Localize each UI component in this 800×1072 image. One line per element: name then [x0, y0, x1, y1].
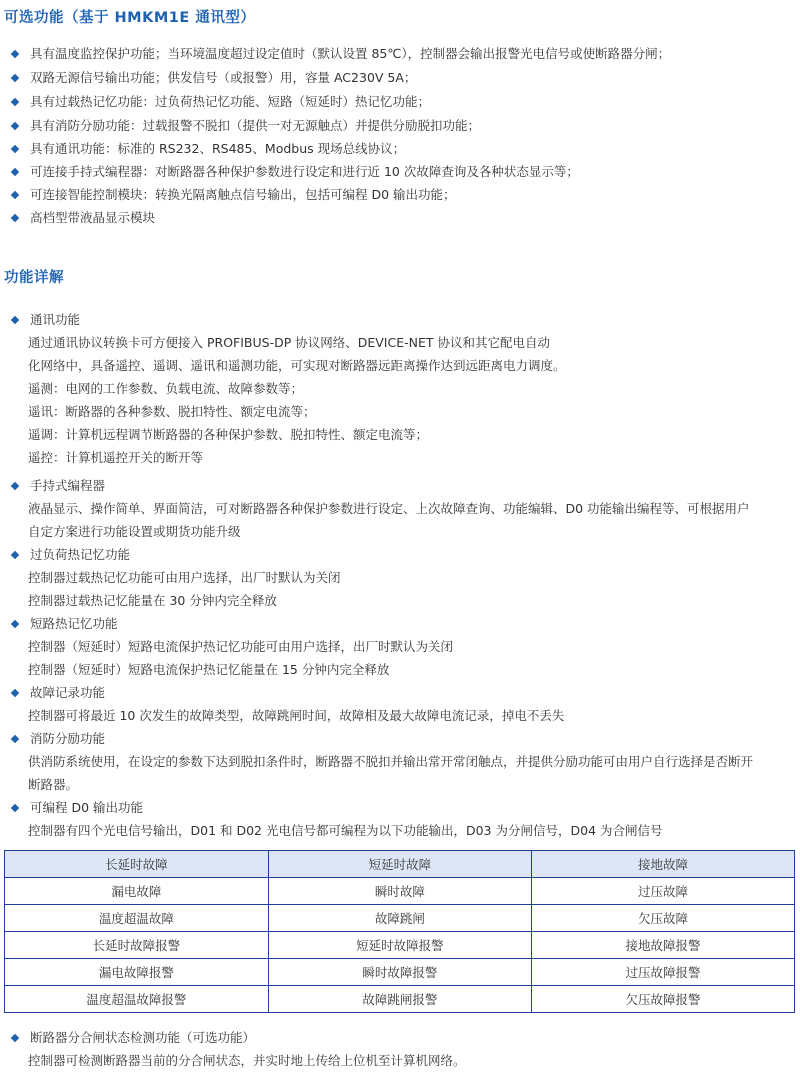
- diamond-icon: [11, 551, 19, 559]
- feature-text: 遥控：计算机遥控开关的断开等: [28, 450, 204, 465]
- diamond-icon: [11, 122, 19, 130]
- feature-text: 控制器（短延时）短路电流保护热记忆功能可由用户选择，出厂时默认为关闭: [28, 639, 454, 654]
- feature-text: 控制器可检测断路器当前的分合闸状态，并实时地上传给上位机至计算机网络。: [28, 1053, 466, 1068]
- diamond-icon: [11, 50, 19, 58]
- table-row: [5, 878, 795, 905]
- table-row: [5, 959, 795, 986]
- table-cell: 瞬时故障报警: [268, 959, 531, 986]
- table-cell: 过压故障报警: [531, 959, 794, 986]
- diamond-icon: [11, 1034, 19, 1042]
- list-item: 可连接智能控制模块：转换光隔离触点信号输出，包括可编程 D0 输出功能；: [10, 183, 456, 207]
- feature-text: 遥讯：断路器的各种参数、脱扣特性、额定电流等；: [28, 404, 316, 419]
- feature-text: 自定方案进行功能设置或期货功能升级: [28, 524, 241, 539]
- diamond-icon: [11, 316, 19, 324]
- diamond-icon: [11, 168, 19, 176]
- table-cell: 温度超温故障报警: [5, 986, 269, 1013]
- table-row: [5, 986, 795, 1013]
- feature-text: 供消防系统使用，在设定的参数下达到脱扣条件时，断路器不脱扣并输出常开常闭触点，并提供分励功能可由用户自行选择是否断开: [28, 754, 754, 769]
- feature-text: 遥测：电网的工作参数、负载电流、故障参数等；: [28, 381, 304, 396]
- diamond-icon: [11, 98, 19, 106]
- feature-text: 控制器过载热记忆功能可由用户选择，出厂时默认为关闭: [28, 570, 341, 585]
- table-cell: 接地故障报警: [531, 932, 794, 959]
- feature-heading: 消防分励功能: [10, 727, 105, 751]
- table-cell: 漏电故障报警: [5, 959, 269, 986]
- diamond-icon: [11, 620, 19, 628]
- feature-text: 控制器（短延时）短路电流保护热记忆能量在 15 分钟内完全释放: [28, 662, 390, 677]
- feature-heading: 短路热记忆功能: [10, 612, 118, 636]
- diamond-icon: [11, 74, 19, 82]
- feature-text: 断路器。: [28, 777, 79, 792]
- feature-heading: 过负荷热记忆功能: [10, 543, 130, 567]
- list-item: 具有通讯功能：标准的 RS232、RS485、Modbus 现场总线协议；: [10, 137, 405, 161]
- feature-text: 控制器过载热记忆能量在 30 分钟内完全释放: [28, 593, 277, 608]
- feature-text: 液晶显示、操作简单、界面简洁，可对断路器各种保护参数进行设定、上次故障查询、功能编辑、D0 功能输出编程等、可根据用户: [28, 501, 750, 516]
- diamond-icon: [11, 689, 19, 697]
- table-cell: 欠压故障报警: [531, 986, 794, 1013]
- column-header: 长延时故障: [5, 851, 269, 878]
- diamond-icon: [11, 482, 19, 490]
- section-title-optional: 可选功能（基于 HMKM1E 通讯型）: [4, 10, 256, 26]
- table-header-row: [5, 851, 795, 878]
- column-header: 接地故障: [531, 851, 794, 878]
- column-header: 短延时故障: [268, 851, 531, 878]
- section-title-details: 功能详解: [4, 270, 64, 286]
- table-cell: 温度超温故障: [5, 905, 269, 932]
- list-item: 具有温度监控保护功能；当环境温度超过设定值时（默认设置 85℃），控制器会输出报警光电信号或使断路器分闸；: [10, 42, 670, 66]
- list-item: 可连接手持式编程器：对断路器各种保护参数进行设定和进行近 10 次故障查询及各种状态显示等；: [10, 160, 579, 184]
- feature-text: 遥调：计算机远程调节断路器的各种保护参数、脱扣特性、额定电流等；: [28, 427, 429, 442]
- list-item: 双路无源信号输出功能；供发信号（或报警）用，容量 AC230V 5A；: [10, 66, 416, 90]
- output-function-table: [4, 850, 795, 1013]
- list-item: 高档型带液晶显示模块: [10, 206, 155, 230]
- feature-heading: 故障记录功能: [10, 681, 105, 705]
- table-row: [5, 905, 795, 932]
- feature-text: 化网络中，具备遥控、遥调、遥讯和遥测功能，可实现对断路器远距离操作达到远距离电力调度。: [28, 358, 566, 373]
- table-cell: 故障跳闸报警: [268, 986, 531, 1013]
- diamond-icon: [11, 214, 19, 222]
- table-row: [5, 932, 795, 959]
- feature-text: 控制器有四个光电信号输出，D01 和 D02 光电信号都可编程为以下功能输出，D03 为分闸信号，D04 为合闸信号: [28, 823, 663, 838]
- diamond-icon: [11, 804, 19, 812]
- table-cell: 短延时故障报警: [268, 932, 531, 959]
- table-cell: 故障跳闸: [268, 905, 531, 932]
- table-cell: 欠压故障: [531, 905, 794, 932]
- list-item: 具有过载热记忆功能：过负荷热记忆功能、短路（短延时）热记忆功能；: [10, 90, 430, 114]
- feature-heading: 手持式编程器: [10, 474, 105, 498]
- table-cell: 漏电故障: [5, 878, 269, 905]
- feature-text: 控制器可将最近 10 次发生的故障类型，故障跳闸时间，故障相及最大故障电流记录，掉电不丢失: [28, 708, 565, 723]
- feature-heading: 通讯功能: [10, 308, 80, 332]
- diamond-icon: [11, 145, 19, 153]
- feature-text: 通过通讯协议转换卡可方便接入 PROFIBUS-DP 协议网络、DEVICE-NET 协议和其它配电自动: [28, 335, 550, 350]
- feature-heading: 断路器分合闸状态检测功能（可选功能）: [10, 1026, 255, 1050]
- feature-heading: 可编程 D0 输出功能: [10, 796, 143, 820]
- table-cell: 瞬时故障: [268, 878, 531, 905]
- list-item: 具有消防分励功能：过载报警不脱扣（提供一对无源触点）并提供分励脱扣功能；: [10, 114, 480, 138]
- table-cell: 过压故障: [531, 878, 794, 905]
- diamond-icon: [11, 735, 19, 743]
- diamond-icon: [11, 191, 19, 199]
- table-cell: 长延时故障报警: [5, 932, 269, 959]
